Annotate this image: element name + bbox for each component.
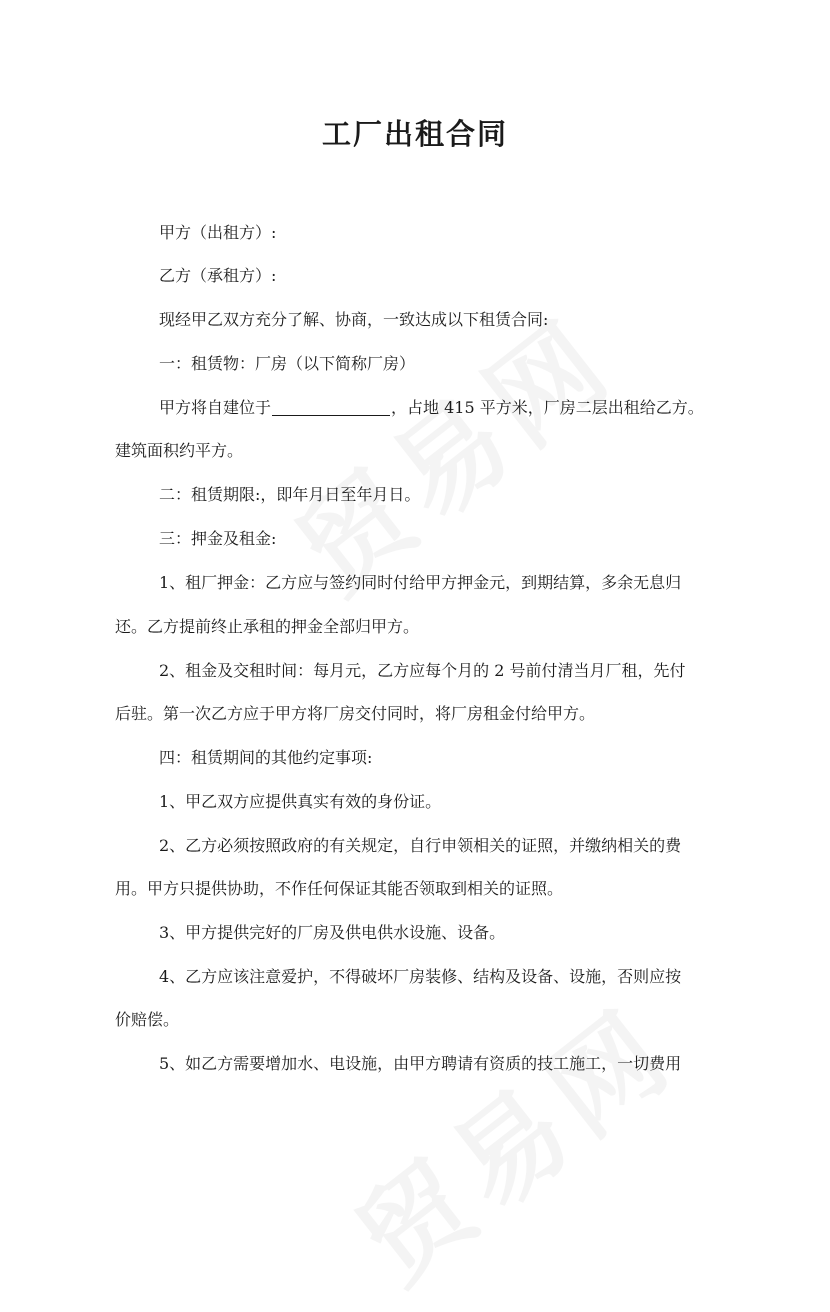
item-2-line-1: 2、乙方必须按照政府的有关规定，自行申领相关的证照，并缴纳相关的费 [159,836,682,855]
section4-heading: 四：租赁期间的其他约定事项: [159,748,373,767]
rent-line-1: 2、租金及交租时间：每月元，乙方应每个月的 2 号前付清当月厂租，先付 [159,661,686,680]
item-5-line-1: 5、如乙方需要增加水、电设施，由甲方聘请有资质的技工施工，一切费用 [159,1054,682,1073]
deposit-line-1: 1、租厂押金：乙方应与签约同时付给甲方押金元，到期结算，多余无息归 [159,573,682,592]
item-1: 1、甲乙双方应提供真实有效的身份证。 [159,792,442,811]
party-b-line: 乙方（承租方）: [159,266,277,285]
area-line: 建筑面积约平方。 [115,441,244,460]
location-before: 甲方将自建位于 [159,398,272,417]
location-after: ，占地 415 平方米，厂房二层出租给乙方。 [391,398,704,417]
address-blank [272,399,390,416]
section1-heading: 一：租赁物：厂房（以下简称厂房） [159,354,416,373]
preamble: 现经甲乙双方充分了解、协商，一致达成以下租赁合同: [159,310,549,329]
location-line [115,386,715,429]
item-4-line-1: 4、乙方应该注意爱护，不得破坏厂房装修、结构及设备、设施，否则应按 [159,967,682,986]
document-title: 工厂出租合同 [321,117,508,151]
section2-term: 二：租赁期限:，即年月日至年月日。 [159,485,421,504]
item-2-line-2: 用。甲方只提供协助，不作任何保证其能否领取到相关的证照。 [115,879,564,898]
party-a-line: 甲方（出租方）: [159,223,277,242]
section3-heading: 三：押金及租金: [159,529,277,548]
rent-line-2: 后驻。第一次乙方应于甲方将厂房交付同时，将厂房租金付给甲方。 [115,704,596,723]
item-3: 3、甲方提供完好的厂房及供电供水设施、设备。 [159,923,506,942]
item-4-line-2: 价赔偿。 [115,1010,180,1029]
deposit-line-2: 还。乙方提前终止承租的押金全部归甲方。 [115,617,420,636]
